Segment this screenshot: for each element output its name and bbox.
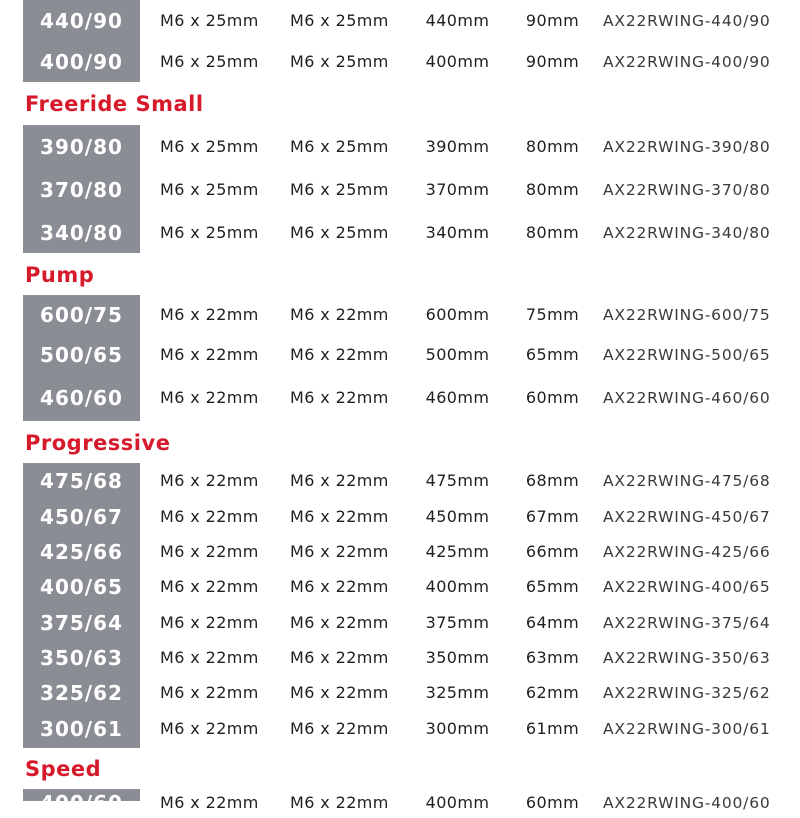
- span-length: 600mm: [425, 305, 490, 324]
- span-length: 475mm: [425, 471, 490, 490]
- part-number: AX22RWING-500/65: [603, 346, 771, 364]
- fastener-rear: M6 x 22mm: [290, 683, 389, 702]
- table-row: [0, 537, 800, 567]
- part-number: AX22RWING-340/80: [603, 224, 771, 242]
- fastener-front: M6 x 22mm: [160, 345, 259, 364]
- fastener-front: M6 x 22mm: [160, 648, 259, 667]
- wing-size: 300/61: [40, 717, 123, 741]
- part-number: AX22RWING-600/75: [603, 306, 771, 324]
- part-number: AX22RWING-390/80: [603, 138, 771, 156]
- part-number: AX22RWING-350/63: [603, 649, 771, 667]
- table-row: [0, 502, 800, 532]
- span-length: 390mm: [425, 137, 490, 156]
- fastener-front: M6 x 22mm: [160, 388, 259, 407]
- fastener-rear: M6 x 25mm: [290, 11, 389, 30]
- fastener-front: M6 x 25mm: [160, 52, 259, 71]
- wing-size: 600/75: [40, 303, 123, 327]
- section-heading-freeride-small: Freeride Small: [25, 92, 204, 116]
- fastener-rear: M6 x 25mm: [290, 223, 389, 242]
- table-row: [0, 643, 800, 673]
- fastener-rear: M6 x 22mm: [290, 471, 389, 490]
- wing-size: 460/60: [40, 386, 123, 410]
- fastener-rear: M6 x 22mm: [290, 613, 389, 632]
- fastener-front: M6 x 22mm: [160, 507, 259, 526]
- fastener-front: M6 x 22mm: [160, 683, 259, 702]
- chord-width: 65mm: [525, 345, 580, 364]
- table-row: [0, 300, 800, 330]
- fastener-rear: M6 x 22mm: [290, 719, 389, 738]
- span-length: 400mm: [425, 577, 490, 596]
- fastener-rear: M6 x 22mm: [290, 507, 389, 526]
- chord-width: 63mm: [525, 648, 580, 667]
- wing-size: 500/65: [40, 343, 123, 367]
- chord-width: 90mm: [525, 52, 580, 71]
- fastener-rear: M6 x 22mm: [290, 648, 389, 667]
- table-row: [0, 6, 800, 36]
- wing-size: 350/63: [40, 646, 123, 670]
- table-row: [0, 175, 800, 205]
- chord-width: 80mm: [525, 223, 580, 242]
- fastener-rear: M6 x 22mm: [290, 793, 389, 812]
- wing-size: 340/80: [40, 221, 123, 245]
- table-row: [0, 572, 800, 602]
- fastener-rear: M6 x 25mm: [290, 180, 389, 199]
- table-row: [0, 340, 800, 370]
- chord-width: 60mm: [525, 793, 580, 812]
- wing-size: 425/66: [40, 540, 123, 564]
- span-length: 425mm: [425, 542, 490, 561]
- fastener-front: M6 x 22mm: [160, 613, 259, 632]
- fastener-front: M6 x 22mm: [160, 471, 259, 490]
- part-number: AX22RWING-400/90: [603, 53, 771, 71]
- chord-width: 80mm: [525, 180, 580, 199]
- fastener-rear: M6 x 25mm: [290, 137, 389, 156]
- fastener-front: M6 x 22mm: [160, 542, 259, 561]
- part-number: AX22RWING-400/60: [603, 794, 771, 812]
- fastener-front: M6 x 22mm: [160, 719, 259, 738]
- span-length: 460mm: [425, 388, 490, 407]
- wing-size: 475/68: [40, 469, 123, 493]
- wing-size: 325/62: [40, 681, 123, 705]
- fastener-front: M6 x 22mm: [160, 793, 259, 812]
- fastener-rear: M6 x 22mm: [290, 388, 389, 407]
- span-length: 300mm: [425, 719, 490, 738]
- wing-size: 375/64: [40, 611, 123, 635]
- chord-width: 68mm: [525, 471, 580, 490]
- wing-size: 390/80: [40, 135, 123, 159]
- table-row: [0, 678, 800, 708]
- part-number: AX22RWING-425/66: [603, 543, 771, 561]
- table-row: [0, 218, 800, 248]
- part-number: AX22RWING-475/68: [603, 472, 771, 490]
- wing-size: 450/67: [40, 505, 123, 529]
- span-length: 440mm: [425, 11, 490, 30]
- table-row: [0, 47, 800, 77]
- chord-width: 60mm: [525, 388, 580, 407]
- wing-size: 400/90: [40, 50, 123, 74]
- fastener-front: M6 x 22mm: [160, 305, 259, 324]
- fastener-rear: M6 x 22mm: [290, 345, 389, 364]
- table-row: [0, 714, 800, 744]
- span-length: 450mm: [425, 507, 490, 526]
- chord-width: 90mm: [525, 11, 580, 30]
- fastener-front: M6 x 25mm: [160, 180, 259, 199]
- span-length: 500mm: [425, 345, 490, 364]
- table-row: [0, 383, 800, 413]
- chord-width: 75mm: [525, 305, 580, 324]
- wing-size: 400/65: [40, 575, 123, 599]
- span-length: 400mm: [425, 793, 490, 812]
- wing-size: 400/60: [40, 791, 123, 815]
- chord-width: 66mm: [525, 542, 580, 561]
- section-heading-pump: Pump: [25, 263, 95, 287]
- part-number: AX22RWING-325/62: [603, 684, 771, 702]
- table-row: [0, 466, 800, 496]
- chord-width: 62mm: [525, 683, 580, 702]
- chord-width: 64mm: [525, 613, 580, 632]
- section-heading-progressive: Progressive: [25, 431, 171, 455]
- table-row: [0, 132, 800, 162]
- fastener-front: M6 x 25mm: [160, 223, 259, 242]
- part-number: AX22RWING-460/60: [603, 389, 771, 407]
- wing-size: 440/90: [40, 9, 123, 33]
- span-length: 340mm: [425, 223, 490, 242]
- part-number: AX22RWING-440/90: [603, 12, 771, 30]
- part-number: AX22RWING-450/67: [603, 508, 771, 526]
- table-row: [0, 608, 800, 638]
- part-number: AX22RWING-300/61: [603, 720, 771, 738]
- chord-width: 61mm: [525, 719, 580, 738]
- chord-width: 65mm: [525, 577, 580, 596]
- span-length: 350mm: [425, 648, 490, 667]
- fastener-rear: M6 x 25mm: [290, 52, 389, 71]
- chord-width: 80mm: [525, 137, 580, 156]
- fastener-front: M6 x 25mm: [160, 11, 259, 30]
- span-length: 370mm: [425, 180, 490, 199]
- section-heading-speed: Speed: [25, 757, 102, 781]
- part-number: AX22RWING-400/65: [603, 578, 771, 596]
- wing-size: 370/80: [40, 178, 123, 202]
- span-length: 400mm: [425, 52, 490, 71]
- fastener-rear: M6 x 22mm: [290, 542, 389, 561]
- span-length: 325mm: [425, 683, 490, 702]
- table-row: [0, 788, 800, 818]
- part-number: AX22RWING-375/64: [603, 614, 771, 632]
- fastener-rear: M6 x 22mm: [290, 577, 389, 596]
- chord-width: 67mm: [525, 507, 580, 526]
- part-number: AX22RWING-370/80: [603, 181, 771, 199]
- fastener-front: M6 x 25mm: [160, 137, 259, 156]
- fastener-rear: M6 x 22mm: [290, 305, 389, 324]
- fastener-front: M6 x 22mm: [160, 577, 259, 596]
- span-length: 375mm: [425, 613, 490, 632]
